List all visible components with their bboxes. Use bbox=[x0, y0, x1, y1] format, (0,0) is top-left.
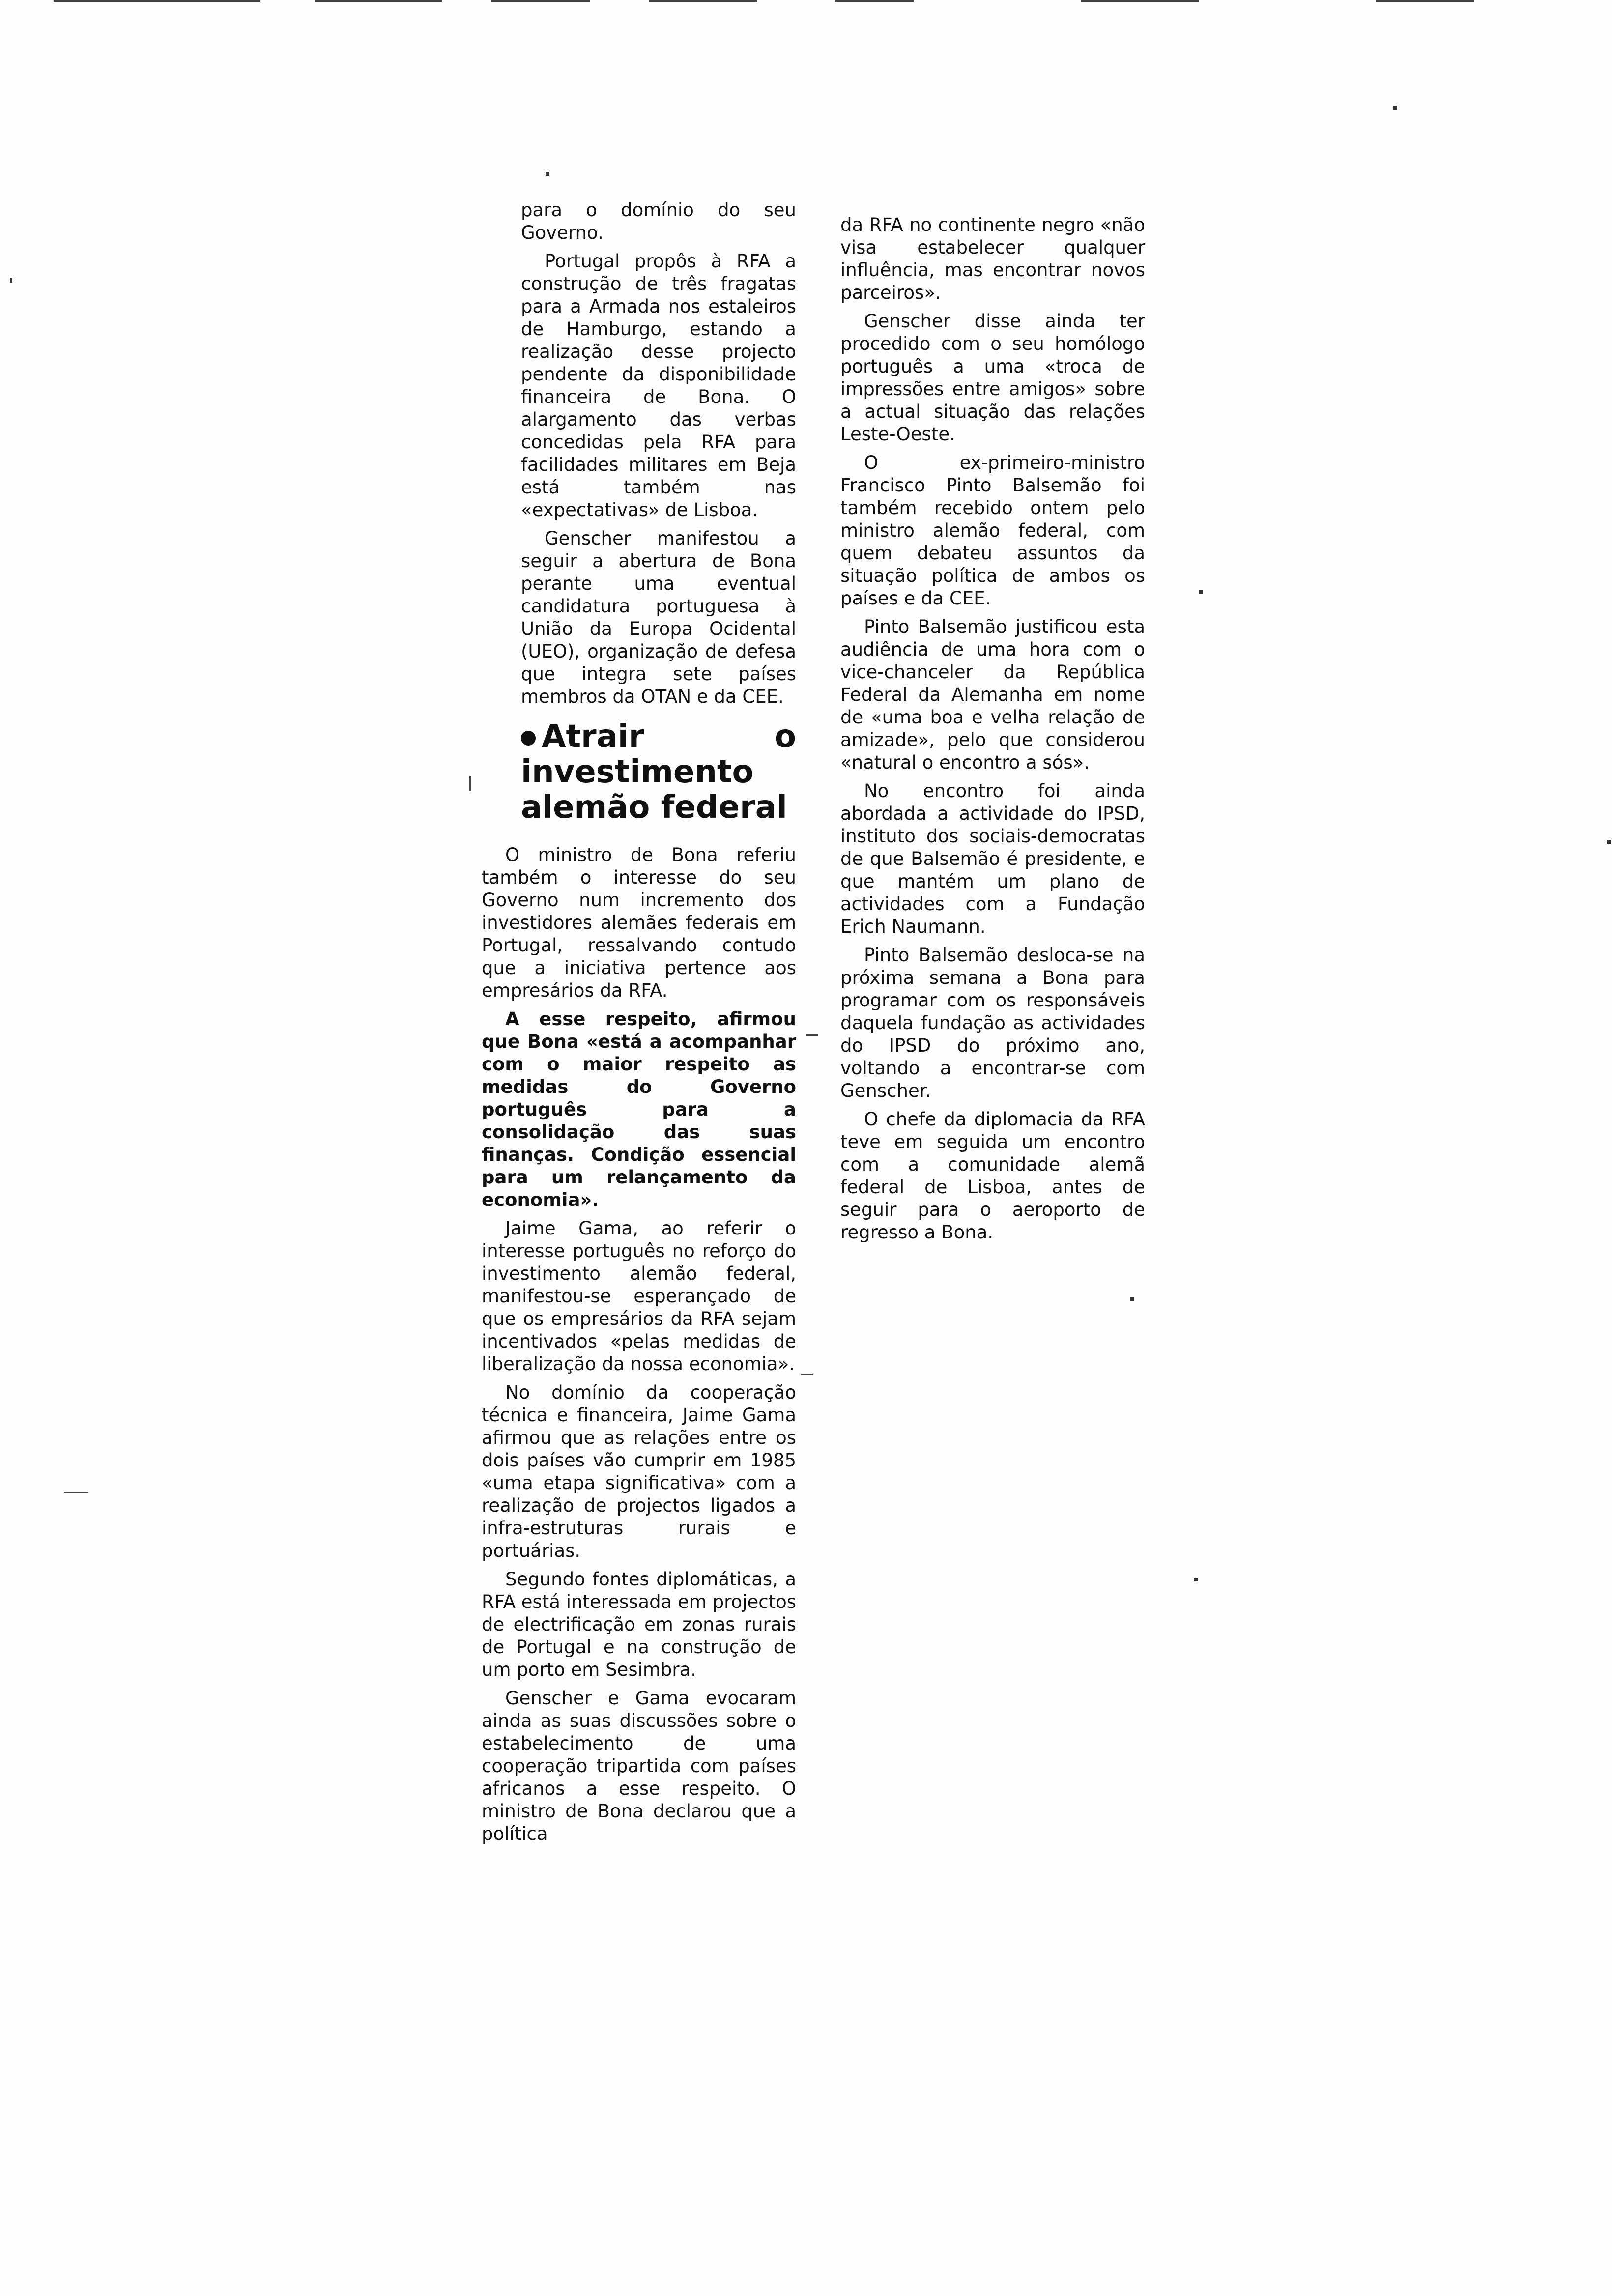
paragraph: No domínio da cooperação técnica e financeira, Jaime Gama afirmou que as relações entre os dois países vão cumprir em 1985 «uma etapa significativa» com a realização de projectos ligados a infra-estruturas rurais e portuárias. bbox=[482, 1382, 796, 1561]
bullet-icon bbox=[521, 731, 536, 746]
paragraph: O ex-primeiro-ministro Francisco Pinto Balsemão foi também recebido ontem pelo ministro alemão federal, com quem debateu assuntos da situação política de ambos os países e da CEE. bbox=[840, 452, 1145, 609]
subheading bbox=[521, 719, 796, 825]
scan-mark bbox=[469, 776, 471, 791]
scan-mark bbox=[649, 0, 757, 2]
scan-mark bbox=[801, 1374, 813, 1375]
paragraph: Portugal propôs à RFA a construção de três fragatas para a Armada nos estaleiros de Hamburgo, estando a realização desse projecto pendente da disponibilidade financeira de Bona. O alargamento das verbas concedidas pela RFA para facilidades militares em Beja está também nas «expectativas» de Lisboa. bbox=[521, 251, 796, 520]
scan-mark bbox=[315, 0, 442, 2]
scan-mark bbox=[1607, 840, 1611, 844]
scan-mark bbox=[1393, 106, 1397, 110]
paragraph: para o domínio do seu Governo. bbox=[521, 200, 796, 243]
article-column-left-bottom bbox=[482, 844, 796, 1851]
paragraph: Pinto Balsemão desloca-se na próxima semana a Bona para programar com os responsáveis daquela fundação as actividades do IPSD do próximo ano, voltando a encontrar-se com Genscher. bbox=[840, 945, 1145, 1101]
scan-mark bbox=[546, 172, 549, 176]
paragraph: da RFA no continente negro «não visa estabelecer qualquer influência, mas encontrar novos parceiros». bbox=[840, 214, 1145, 303]
scan-mark bbox=[806, 1034, 818, 1036]
scan-mark bbox=[1081, 0, 1199, 2]
paragraph: Segundo fontes diplomáticas, a RFA está interessada em projectos de electrificação em zonas rurais de Portugal e na construção de um porto em Sesimbra. bbox=[482, 1569, 796, 1680]
paragraph: O chefe da diplomacia da RFA teve em seguida um encontro com a comunidade alemã federal de Lisboa, antes de seguir para o aeroporto de regresso a Bona. bbox=[840, 1109, 1145, 1243]
paragraph: Pinto Balsemão justificou esta audiência de uma hora com o vice-chanceler da República Federal da Alemanha em nome de «uma boa e velha relação de amizade», pelo que considerou «natural o encontro a sós». bbox=[840, 616, 1145, 773]
article-column-right bbox=[840, 214, 1145, 1250]
paragraph: A esse respeito, afirmou que Bona «está a acompanhar com o maior respeito as medidas do Governo português para a consolidação das suas finanças. Condição essencial para um relançamento da economia». bbox=[482, 1008, 796, 1210]
paragraph: Genscher manifestou a seguir a abertura de Bona perante uma eventual candidatura portuguesa à União da Europa Ocidental (UEO), organização de defesa que integra sete países membros da OTAN e da CEE. bbox=[521, 528, 796, 707]
scan-mark bbox=[1376, 0, 1474, 2]
scan-mark bbox=[1194, 1578, 1198, 1581]
scan-mark bbox=[491, 0, 590, 2]
scan-mark bbox=[54, 0, 260, 2]
paragraph: Genscher e Gama evocaram ainda as suas discussões sobre o estabelecimento de uma cooperação tripartida com países africanos a esse respeito. O ministro de Bona declarou que a política bbox=[482, 1688, 796, 1844]
scan-mark bbox=[64, 1492, 88, 1493]
paragraph: Genscher disse ainda ter procedido com o seu homólogo português a uma «troca de impressões entre amigos» sobre a actual situação das relações Leste-Oeste. bbox=[840, 311, 1145, 445]
scan-mark bbox=[1199, 590, 1203, 594]
scan-mark bbox=[835, 0, 914, 2]
paragraph: Jaime Gama, ao referir o interesse português no reforço do investimento alemão federal, manifestou-se esperançado de que os empresários da RFA sejam incentivados «pelas medidas de liberalização da nossa economia». bbox=[482, 1218, 796, 1375]
subheading-text: Atrair o investimento alemão federal bbox=[521, 718, 796, 826]
article-column-left-top bbox=[521, 199, 796, 839]
scan-mark bbox=[10, 278, 12, 283]
scan-mark bbox=[1130, 1297, 1134, 1301]
paragraph: No encontro foi ainda abordada a actividade do IPSD, instituto dos sociais-democratas de que Balsemão é presidente, e que mantém um plano de actividades com a Fundação Erich Naumann. bbox=[840, 780, 1145, 937]
paragraph: O ministro de Bona referiu também o interesse do seu Governo num incremento dos investidores alemães federais em Portugal, ressalvando contudo que a iniciativa pertence aos empresários da RFA. bbox=[482, 844, 796, 1001]
